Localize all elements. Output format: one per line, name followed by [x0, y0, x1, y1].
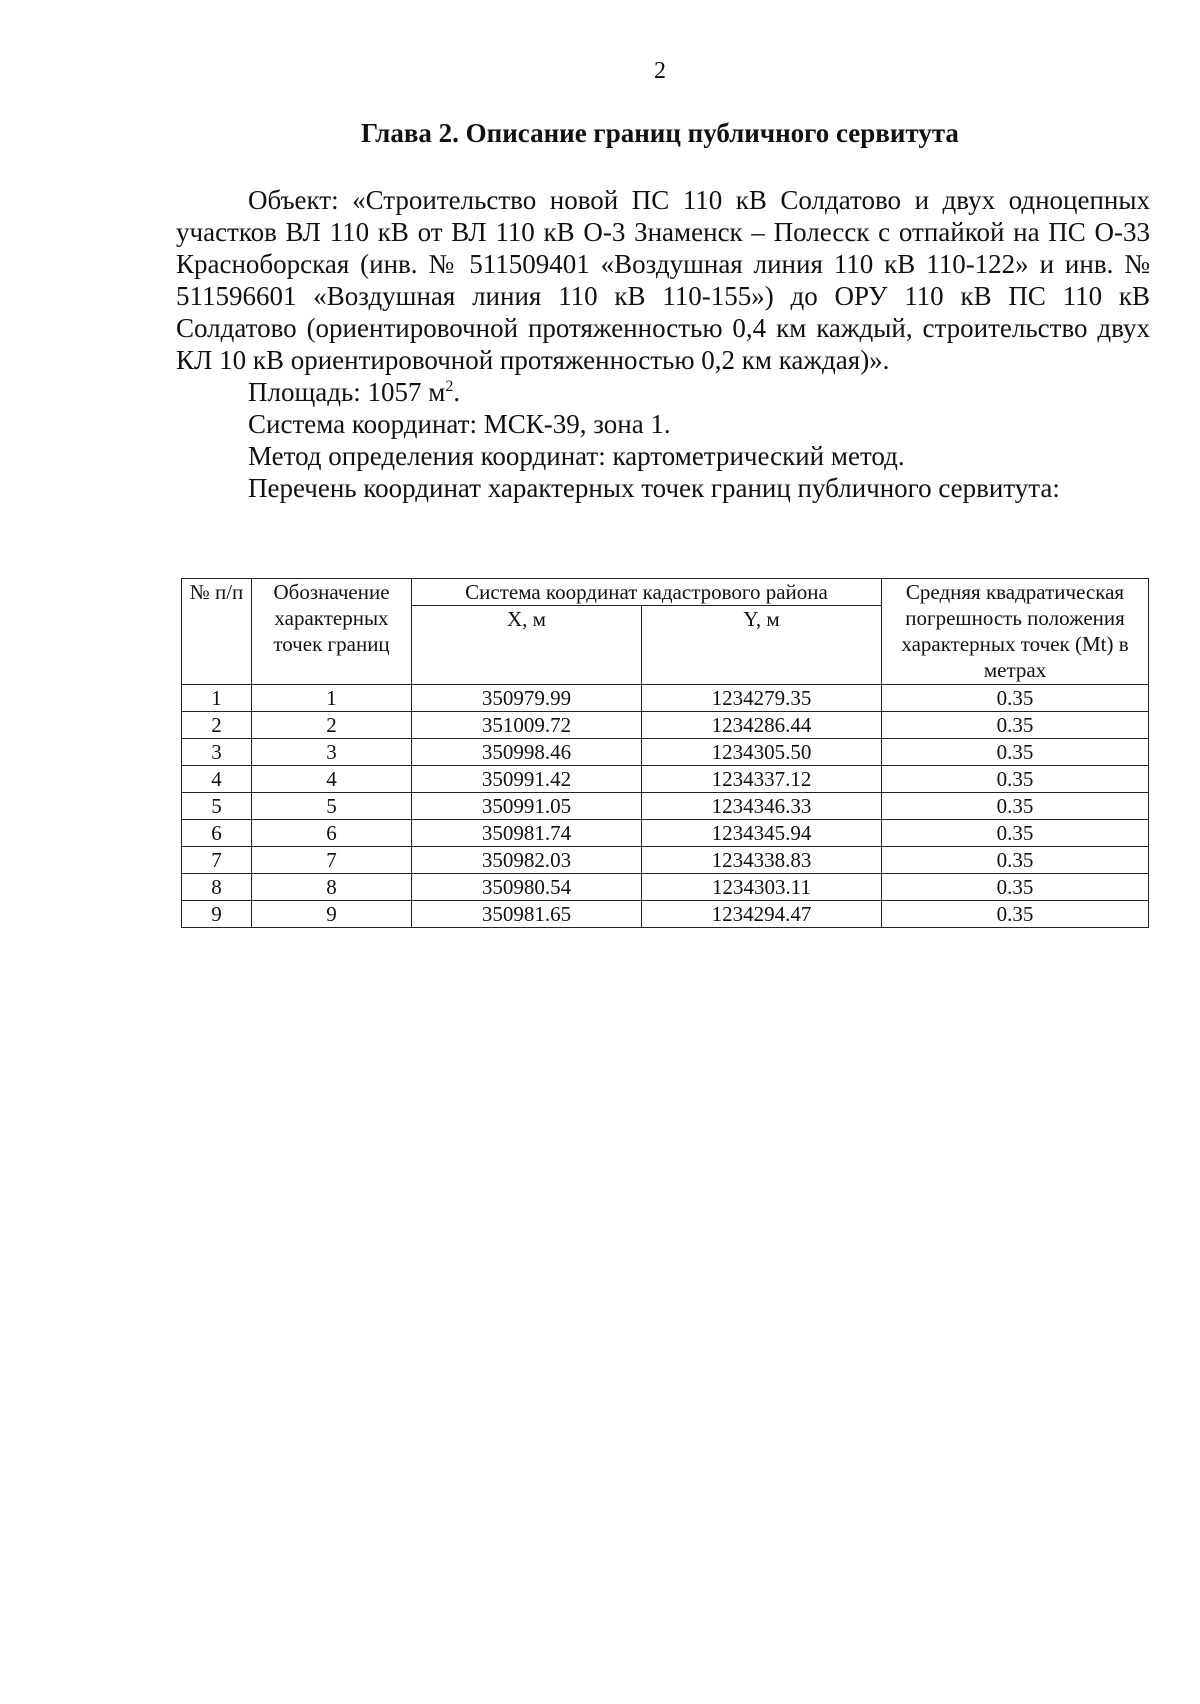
table-row: [182, 901, 1149, 928]
table-row: [182, 847, 1149, 874]
cell-y: 1234294.47: [642, 901, 882, 928]
cell-point: 6: [252, 820, 412, 847]
table-row: [182, 820, 1149, 847]
object-description: Объект: «Строительство новой ПС 110 кВ Солдатово и двух одноцепных участков ВЛ 110 кВ от ВЛ 110 кВ О-3 Знаменск – Полесск с отпайкой на ПС О-33 Красноборская (инв. № 511509401 «Воздушная линия 110 кВ 110-122» и инв. № 511596601 «Воздушная линия 110 кВ 110-155») до ОРУ 110 кВ ПС 110 кВ Солдатово (ориентировочной протяженностью 0,4 км каждый, строительство двух КЛ 10 кВ ориентировочной протяженностью 0,2 км каждая)».: [176, 185, 1150, 375]
cell-point: 8: [252, 874, 412, 901]
cell-num: 9: [182, 901, 252, 928]
table-header-row: [182, 579, 1149, 606]
area-label: Площадь: 1057 м: [248, 377, 446, 407]
cell-num: 1: [182, 685, 252, 712]
area-suffix: .: [453, 377, 461, 407]
cell-mt: 0.35: [882, 874, 1149, 901]
area-unit-superscript: 2: [445, 378, 454, 395]
cell-x: 350991.42: [412, 766, 642, 793]
cell-num: 5: [182, 793, 252, 820]
cell-num: 2: [182, 712, 252, 739]
cell-point: 5: [252, 793, 412, 820]
table-row: [182, 685, 1149, 712]
table-row: [182, 793, 1149, 820]
cell-mt: 0.35: [882, 820, 1149, 847]
document-body: [176, 184, 1150, 504]
cell-point: 7: [252, 847, 412, 874]
cell-mt: 0.35: [882, 793, 1149, 820]
cell-x: 351009.72: [412, 712, 642, 739]
cell-y: 1234345.94: [642, 820, 882, 847]
table-row: [182, 874, 1149, 901]
coordinates-table: [181, 578, 1149, 928]
cell-point: 1: [252, 685, 412, 712]
cell-num: 3: [182, 739, 252, 766]
cell-y: 1234303.11: [642, 874, 882, 901]
cell-x: 350979.99: [412, 685, 642, 712]
cell-x: 350980.54: [412, 874, 642, 901]
method-line: Метод определения координат: картометрический метод.: [248, 441, 905, 471]
table-body: [182, 685, 1149, 928]
cell-y: 1234346.33: [642, 793, 882, 820]
cell-point: 2: [252, 712, 412, 739]
coordinates-list-intro: Перечень координат характерных точек границ публичного сервитута:: [248, 473, 1060, 503]
header-x: X, м: [412, 606, 642, 685]
cell-point: 3: [252, 739, 412, 766]
cell-mt: 0.35: [882, 766, 1149, 793]
cell-x: 350981.74: [412, 820, 642, 847]
cell-y: 1234279.35: [642, 685, 882, 712]
cell-num: 7: [182, 847, 252, 874]
cell-point: 9: [252, 901, 412, 928]
header-y: Y, м: [642, 606, 882, 685]
table-row: [182, 766, 1149, 793]
cell-y: 1234286.44: [642, 712, 882, 739]
cell-num: 4: [182, 766, 252, 793]
cell-x: 350981.65: [412, 901, 642, 928]
header-num: № п/п: [182, 579, 252, 685]
cell-y: 1234337.12: [642, 766, 882, 793]
header-designation: Обозначение характерных точек границ: [252, 579, 412, 685]
cell-mt: 0.35: [882, 685, 1149, 712]
cell-num: 8: [182, 874, 252, 901]
header-error: Средняя квадратическая погрешность положения характерных точек (Mt) в метрах: [882, 579, 1149, 685]
cell-mt: 0.35: [882, 847, 1149, 874]
cell-mt: 0.35: [882, 901, 1149, 928]
cell-y: 1234305.50: [642, 739, 882, 766]
cell-x: 350998.46: [412, 739, 642, 766]
table-row: [182, 739, 1149, 766]
chapter-title: Глава 2. Описание границ публичного сервитута: [361, 118, 959, 148]
cell-mt: 0.35: [882, 739, 1149, 766]
table-row: [182, 712, 1149, 739]
cell-y: 1234338.83: [642, 847, 882, 874]
cell-point: 4: [252, 766, 412, 793]
header-coordinate-system: Система координат кадастрового района: [412, 579, 882, 606]
cell-x: 350982.03: [412, 847, 642, 874]
page-number: 2: [654, 58, 666, 84]
area-line: [176, 376, 1150, 408]
cell-mt: 0.35: [882, 712, 1149, 739]
coordinate-system-line: Система координат: МСК-39, зона 1.: [248, 409, 671, 439]
cell-num: 6: [182, 820, 252, 847]
cell-x: 350991.05: [412, 793, 642, 820]
